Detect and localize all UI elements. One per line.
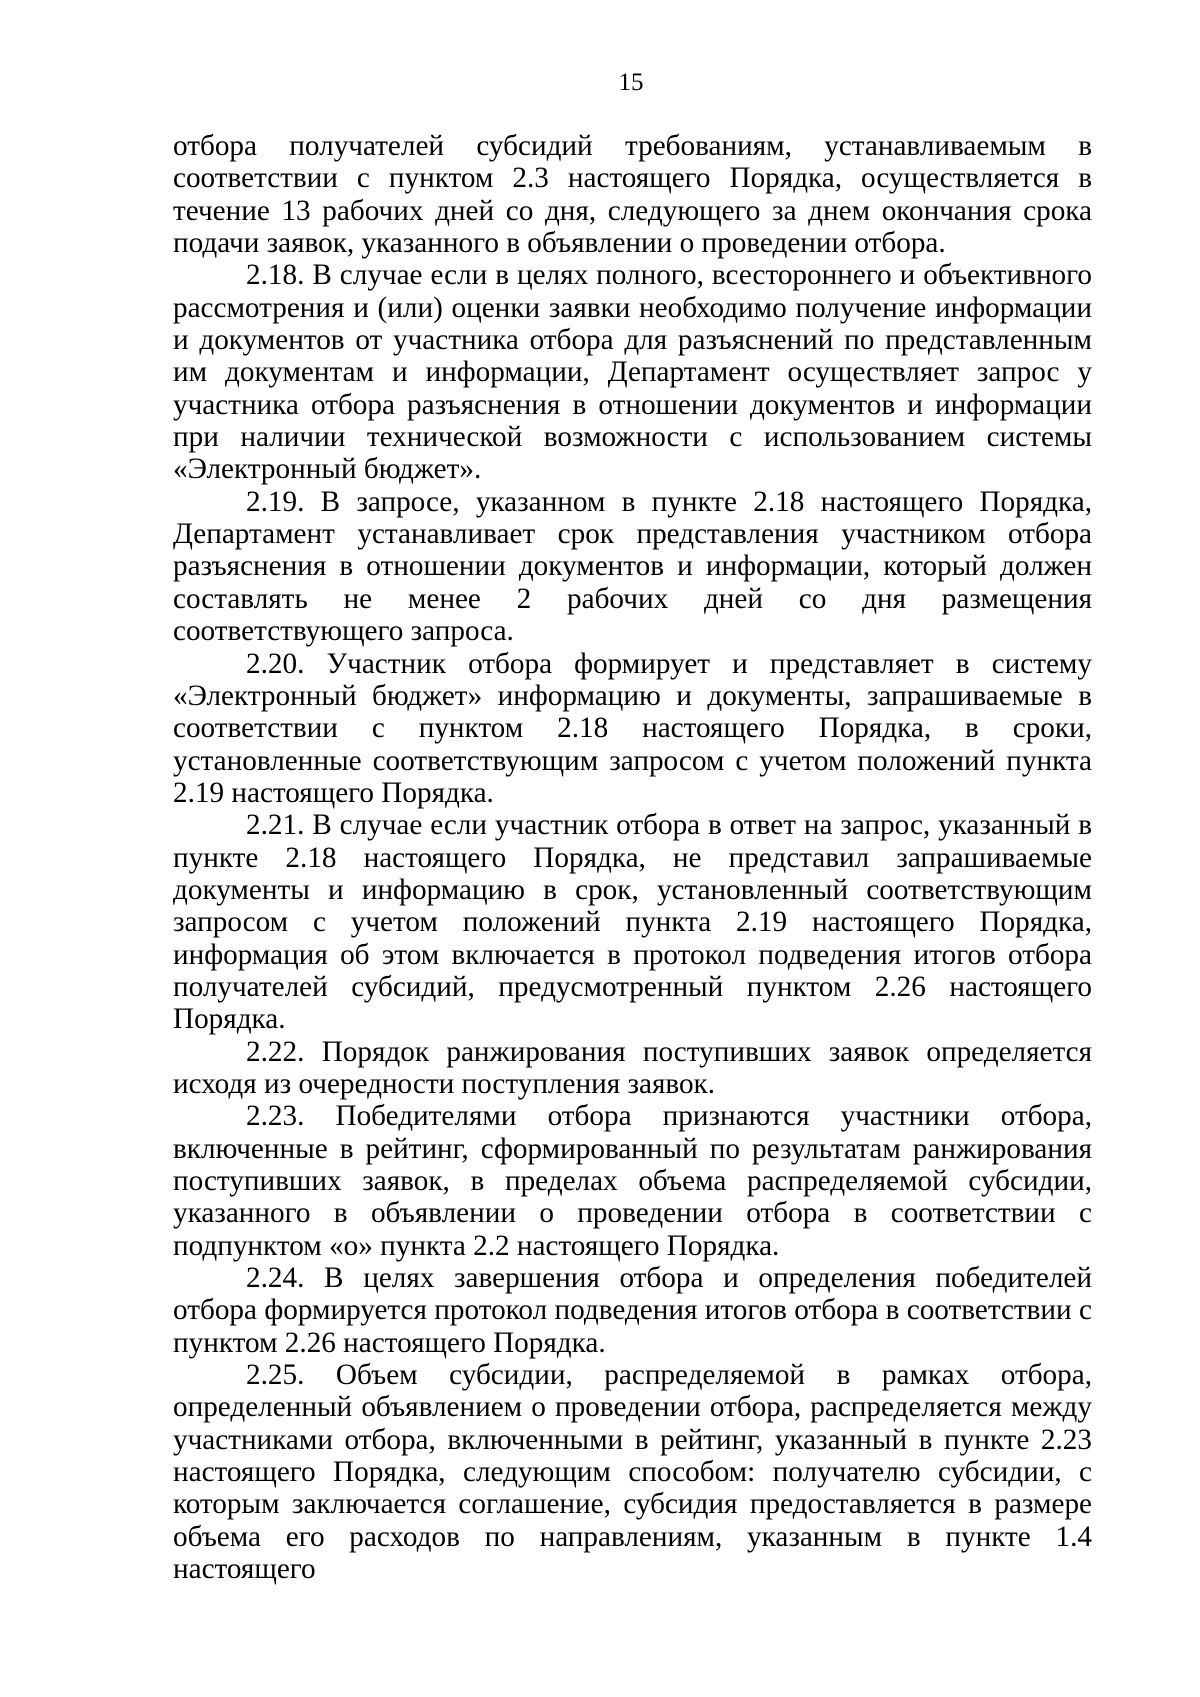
paragraph-2-19: 2.19. В запросе, указанном в пункте 2.18 настоящего Порядка, Департамент устанавливает срок представления участником отбора разъяснения в отношении документов и информации, который должен составлять не менее 2 рабочих дней со дня размещения соответствующего запроса. <box>173 485 1092 648</box>
paragraph-continuation: отбора получателей субсидий требованиям, устанавливаемым в соответствии с пунктом 2.3 настоящего Порядка, осуществляется в течение 13 рабочих дней со дня, следующего за днем окончания срока подачи заявок, указанного в объявлении о проведении отбора. <box>173 130 1092 260</box>
document-body <box>173 130 1092 1585</box>
page-number: 15 <box>618 69 644 96</box>
paragraph-2-24: 2.24. В целях завершения отбора и определения победителей отбора формируется протокол подведения итогов отбора в соответствии с пунктом 2.26 настоящего Порядка. <box>173 1262 1092 1359</box>
paragraph-2-25: 2.25. Объем субсидии, распределяемой в рамках отбора, определенный объявлением о проведении отбора, распределяется между участниками отбора, включенными в рейтинг, указанный в пункте 2.23 настоящего Порядка, следующим способом: получателю субсидии, с которым заключается соглашение, субсидия предоставляется в размере объема его расходов по направлениям, указанным в пункте 1.4 настоящего <box>173 1359 1092 1586</box>
paragraph-2-18: 2.18. В случае если в целях полного, всестороннего и объективного рассмотрения и (или) оценки заявки необходимо получение информации и документов от участника отбора для разъяснений по представленным им документам и информации, Департамент осуществляет запрос у участника отбора разъяснения в отношении документов и информации при наличии технической возможности с использованием системы «Электронный бюджет». <box>173 259 1092 486</box>
paragraph-2-22: 2.22. Порядок ранжирования поступивших заявок определяется исходя из очередности поступления заявок. <box>173 1035 1092 1100</box>
paragraph-2-23: 2.23. Победителями отбора признаются участники отбора, включенные в рейтинг, сформированный по результатам ранжирования поступивших заявок, в пределах объема распределяемой субсидии, указанного в объявлении о проведении отбора в соответствии с подпунктом «о» пункта 2.2 настоящего Порядка. <box>173 1100 1092 1262</box>
paragraph-2-21: 2.21. В случае если участник отбора в ответ на запрос, указанный в пункте 2.18 настоящего Порядка, не представил запрашиваемые документы и информацию в срок, установленный соответствующим запросом с учетом положений пункта 2.19 настоящего Порядка, информация об этом включается в протокол подведения итогов отбора получателей субсидий, предусмотренный пунктом 2.26 настоящего Порядка. <box>173 809 1092 1036</box>
paragraph-2-20: 2.20. Участник отбора формирует и представляет в систему «Электронный бюджет» информацию и документы, запрашиваемые в соответствии с пунктом 2.18 настоящего Порядка, в сроки, установленные соответствующим запросом с учетом положений пункта 2.19 настоящего Порядка. <box>173 647 1092 809</box>
